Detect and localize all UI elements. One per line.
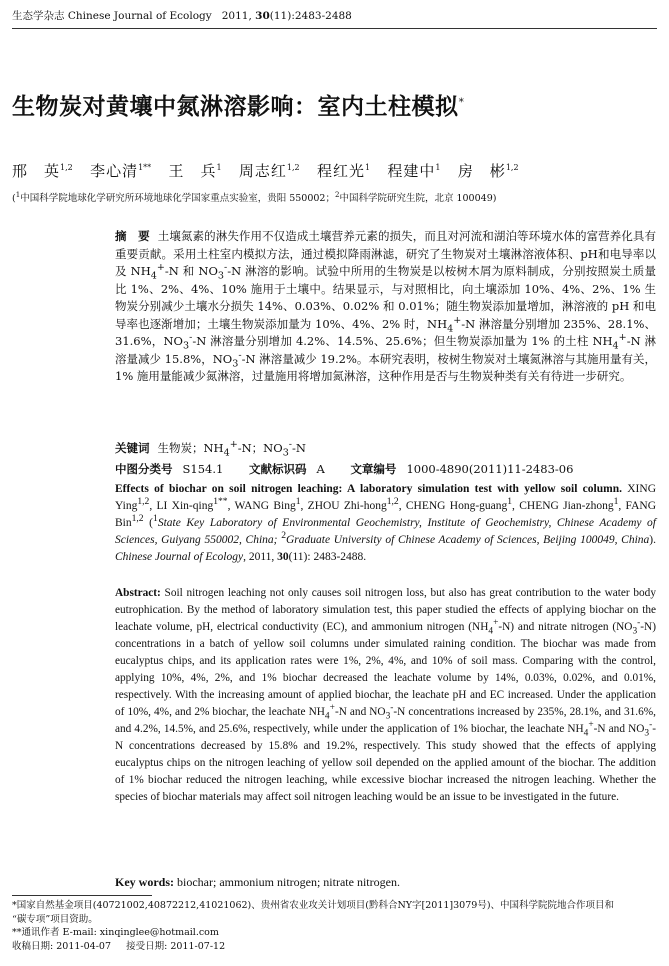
journal-pages: 2483-2488 [294, 10, 352, 22]
chem-sub: 3 [232, 357, 239, 369]
chem-sub: 3 [217, 270, 224, 282]
citation-journal: Chinese Journal of Ecology [115, 551, 244, 563]
running-header: 生态学杂志 Chinese Journal of Ecology 2011, 30(11):2483-2488 [12, 10, 352, 22]
chem-sup: + [493, 618, 499, 629]
english-affiliation-1: State Key Laboratory of Environmental Geochemistry, Institute of Geochemistry, Chinese Academy of Sciences, Guiyang 550002, China; [115, 517, 656, 546]
chem-sup: + [329, 703, 335, 714]
chem-sub: 3 [632, 626, 638, 637]
chem-sup: + [588, 720, 594, 731]
author-list [12, 160, 519, 181]
chem-sup: + [156, 262, 165, 274]
chem-sup: - [649, 720, 653, 731]
abstract-text: -N concentrations decreased by 15.8% and 19.2%, respectively. This study showed that the effects of applying eucalyptus chips on the nitrogen leaching of yellow soil depended on the applied amount of the biochar. The addition of 1% biochar reduced the nitrogen leaching, while excessive biochar increased the nitrogen leaching. Whether the species of biochar materials may affect soil nitrogen leaching would be an issue to be investigated in the future. [115, 723, 656, 803]
en-author: CHENG Hong-guang [405, 500, 508, 512]
abstract-text: Soil nitrogen leaching not only causes soil nitrogen loss, but also has great contribution to the water body eutrophication. By the method of laboratory simulation test, this paper studied the effects of applying biochar on the leachate volume, pH, electrical conductivity (EC), and ammonium nitrogen (NH [115, 587, 656, 633]
chem-sub: 3 [644, 728, 650, 739]
keyword-text: -N [292, 441, 306, 455]
author: 程建中 [387, 162, 436, 180]
keyword-text: 生物炭；NH [157, 441, 224, 455]
abstract-text: -N) and nitrate nitrogen (NO [498, 621, 633, 633]
journal-volume: 30 [255, 10, 270, 22]
chem-sub: 3 [182, 340, 190, 352]
author-affil: 1,2 [60, 163, 73, 172]
affil-mark: 2 [334, 190, 340, 199]
chem-sup: - [390, 703, 394, 714]
header-rule [12, 28, 657, 29]
abstract-text: -N and NO [334, 706, 386, 718]
chem-sup: + [618, 332, 627, 344]
chem-sup: - [238, 349, 242, 361]
keywords-cn-label: 关键词 [115, 441, 150, 455]
abstract-text: -N 淋溶的影响。试验中所用的生物炭是以桉树木屑为原料制成，分别按照炭土质量比 1%、2%、4%、10% 施用于土壤中。结果显示，与对照相比，向土壤添加 10%、4%、2%、1% 生物炭分别减少土壤水分损失 14%、0.03%、0.02% 和 0.01%；随生物炭添加量增加，淋溶液的 pH 和电导率也逐渐增加；土壤生物炭添加量为 10%、4%、2% 时，NH [115, 264, 657, 331]
dates-line [12, 940, 660, 954]
affil-close: ) [492, 193, 497, 204]
en-author: ZHOU Zhi-hong [307, 500, 387, 512]
english-affiliation-2: Graduate University of Chinese Academy of Sciences, Beijing 100049, China [285, 534, 650, 546]
abstract-text: -N 淋溶量减少 15.8%，NO [115, 334, 657, 366]
abstract-text: -N 淋溶量减少 19.2%。本研究表明，桉树生物炭对土壤氮淋溶与其施用量有关，1% 施用量能减少氮淋溶，过量施用将增加氮淋溶，这种作用是否与生物炭种类有关有待进一步研究。 [115, 351, 656, 383]
journal-year: 2011 [221, 10, 249, 22]
abstract-text: -N 和 NO [164, 264, 218, 278]
author-affil: 1** [213, 496, 228, 508]
keywords-cn [115, 439, 306, 459]
keyword-text: -N；NO [237, 441, 283, 455]
author-affil: 1,2 [386, 496, 399, 508]
accepted-label: 接受日期: [126, 940, 168, 952]
en-author: LI Xin-qing [156, 500, 214, 512]
citation-rest: (11): 2483-2488. [288, 551, 367, 563]
abstract-text: -N concentrations increased by 235%, 28.1%, and 31.6%, and 4.2%, 14.5%, and 25.6%, respectively, while under the application of 1% biochar, the leachate NH [115, 706, 656, 735]
title-footnote-mark: * [458, 95, 465, 109]
chem-sup: + [453, 314, 462, 326]
author: 邢 英 [12, 162, 61, 180]
doc-code-label: 文献标识码 [248, 462, 307, 476]
en-author: WANG Bing [234, 500, 296, 512]
affil-mark: 2 [281, 530, 286, 542]
author-affil: 1,2 [137, 496, 150, 508]
author-affil: 1,2 [286, 163, 300, 172]
accepted-date: 2011-07-12 [170, 940, 226, 952]
chem-sub: 3 [385, 711, 391, 722]
author-affil: 1 [435, 163, 441, 172]
english-title: Effects of biochar on soil nitrogen leaching: A laboratory simulation test with yellow soil column. [115, 483, 622, 495]
funding-note: *国家自然基金项目(40721002,40872212,41021062)、贵州省农业攻关计划项目(黔科合NY字[2011]3079号)、中国科学院院地合作项目和 [12, 900, 615, 911]
abstract-text: 土壤氮素的淋失作用不仅造成土壤营养元素的损失，而且对河流和湖泊等环境水体的富营养化具有重要贡献。采用土柱室内模拟方法，通过模拟降雨淋滤，研究了生物炭对土壤淋溶液体积、pH和电导率以及 NH [115, 229, 657, 278]
article-id-value: 1000-4890(2011)11-2483-06 [406, 462, 574, 476]
author: 王 兵 [168, 162, 217, 180]
chem-sub: 4 [583, 728, 589, 739]
journal-name-cn: 生态学杂志 [12, 10, 65, 22]
journal-name-en: Chinese Journal of Ecology [67, 10, 212, 22]
chem-sub: 4 [223, 447, 230, 459]
affiliations: ($^1$中国科学院地球化学研究所环境地球化学国家重点实验室，贵阳 550002；$^2$中国科学院研究生院，北京 100049) [12, 190, 497, 204]
clc-label: 中图分类号 [115, 462, 173, 476]
paper-title [12, 88, 465, 121]
affiliation-2: 中国科学院研究生院，北京 100049 [339, 193, 493, 204]
abstract-cn-label: 摘 要 [115, 229, 150, 243]
author-affil: 1 [507, 496, 513, 508]
en-author: FANG Bin [115, 500, 657, 529]
en-author: XING Ying [115, 483, 656, 512]
chem-sub: 4 [324, 711, 330, 722]
affil-mark: 1 [153, 513, 158, 525]
chem-sub: 4 [447, 322, 454, 334]
clc-value: S154.1 [182, 462, 224, 476]
author-affil: 1,2 [131, 513, 144, 525]
chem-sup: - [288, 439, 293, 451]
keywords-en [115, 875, 400, 890]
affiliation-1: 中国科学院地球化学研究所环境地球化学国家重点实验室，贵阳 550002； [20, 193, 335, 204]
chem-sup: - [189, 332, 193, 344]
article-id-label: 文章编号 [350, 462, 397, 476]
corresponding-author: **通讯作者 E-mail: xinqinglee@hotmail.com [12, 927, 219, 938]
author-affil: 1 [216, 163, 222, 172]
journal-issue: (11) [269, 10, 292, 22]
author: 程红光 [316, 162, 365, 180]
author-affil: 1,2 [505, 163, 519, 172]
chem-sub: 4 [488, 626, 494, 637]
abstract-text: -N 淋溶量分别增加 4.2%、14.5%、25.6%；但生物炭添加量为 1% 的土柱 NH [192, 334, 613, 348]
abstract-text: -N and NO [593, 723, 645, 735]
funding-note-cont: “碳专项”项目资助。 [12, 913, 98, 925]
received-label: 收稿日期: [12, 940, 54, 952]
author-affil: 1 [295, 496, 301, 508]
abstract-cn [115, 228, 656, 386]
footnotes [12, 899, 660, 953]
abstract-text: -N 淋溶量分别增加 235%、28.1%、31.6%，NO [115, 316, 656, 348]
en-author: CHENG Jian-zhong [519, 500, 614, 512]
keywords-en-label: Key words: [115, 875, 174, 889]
author: 房 彬 [457, 162, 506, 180]
chem-sub: 4 [150, 270, 157, 282]
received-date: 2011-04-07 [56, 940, 112, 952]
english-header: Effects of biochar on soil nitrogen leaching: A laboratory simulation test with yellow soil column. XING Ying$^{1,2}$, LI Xin-qing$^{1**}$, WANG Bing$^1$, ZHOU Zhi-hong$^{1,2}$, CHENG Hong-guang$^1$, CHENG Jian-zhong$^1$, FANG Bin$^{1,2}$ ($^1$State Key Laboratory of Environmental Geochemistry, Institute of Geochemistry, Chinese Academy of Sciences, Guiyang 550002, China; $^2$Graduate University of Chinese Academy of Sciences, Beijing 100049, China). Chinese Journal of Ecology, 2011, 30(11): 2483-2488. [115, 483, 657, 563]
author: 李心清 [90, 162, 139, 180]
abstract-text: -N) concentrations in a batch of yellow soil columns under simulated raining condition. The biochar was made from eucalyptus chips, and its application rates were 1%, 2%, 4%, and 10% of soil mass. Comparing with the control, applying 10%, 4%, 2%, and 1% biochar decreased the leachate volume by 14%, 0.03%, 0.02%, and 0.01%, respectively. With the increasing amount of applied biochar, the leachate pH and EC increased. Under the application of 10%, 4%, and 2% biochar, the leachate NH [115, 621, 656, 718]
abstract-en-label: Abstract: [115, 587, 161, 599]
abstract-en [115, 585, 656, 806]
author-affil: 1 [364, 163, 371, 172]
affil-mark: 1 [15, 190, 21, 199]
keywords-en-text: biochar; ammonium nitrogen; nitrate nitrogen. [177, 875, 400, 889]
classification-line [115, 461, 573, 477]
author-affil: 1 [613, 496, 619, 508]
chem-sup: - [637, 618, 641, 629]
chem-sub: 4 [612, 340, 619, 352]
chem-sup: - [224, 262, 228, 274]
chem-sup: + [229, 439, 238, 451]
author-affil: 1** [138, 163, 152, 172]
footnote-rule [12, 895, 152, 896]
author: 周志红 [238, 162, 287, 180]
citation-year: 2011, [248, 551, 275, 563]
doc-code-value: A [316, 462, 325, 476]
citation-volume: 30 [277, 551, 289, 563]
chem-sub: 3 [282, 447, 289, 459]
paper-title-text: 生物炭对黄壤中氮淋溶影响：室内土柱模拟 [12, 94, 459, 120]
